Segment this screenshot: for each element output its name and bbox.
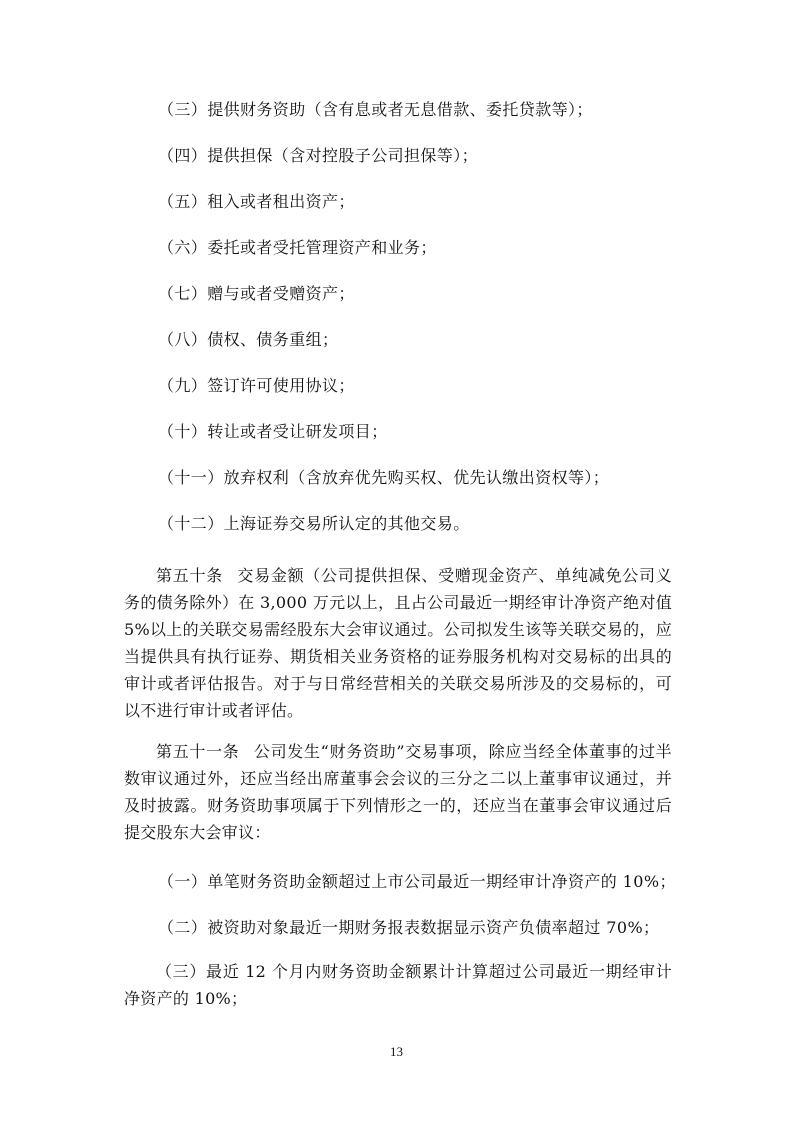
list-item: （五）租入或者租出资产； [158, 192, 355, 211]
list-item: （二）被资助对象最近一期财务报表数据显示资产负债率超过 70%； [158, 918, 660, 937]
list-item-wrapped [124, 958, 672, 1012]
article-50-text: 交易金额（公司提供担保、受赠现金资产、单纯减免公司义务的债务除外）在 3,000 万元以上，且占公司最近一期经审计净资产绝对值 5%以上的关联交易需经股东大会审议通过。公司拟发生该等关联交易的，应当提供具有执行证券、期货相关业务资格的证券服务机构对交易标的出具的审计或者评估报告。对于与日常经营相关的关联交易所涉及的交易标的，可以不进行审计或者评估。 [124, 566, 672, 720]
article-50 [124, 562, 672, 724]
list-item: （四）提供担保（含对控股子公司担保等）； [158, 146, 479, 165]
article-50-heading: 第五十条 [156, 566, 223, 585]
list-item: （一）单笔财务资助金额超过上市公司最近一期经审计净资产的 10%； [158, 872, 676, 891]
list-item: （六）委托或者受托管理资产和业务； [158, 238, 437, 257]
article-51-text: 公司发生“财务资助”交易事项，除应当经全体董事的过半数审议通过外，还应当经出席董事会会议的三分之二以上董事审议通过，并及时披露。财务资助事项属于下列情形之一的，还应当在董事会审议通过后提交股东大会审议： [124, 742, 672, 842]
list-item: （七）赠与或者受赠资产； [158, 284, 355, 303]
article-51-heading: 第五十一条 [156, 742, 240, 761]
list-item: （十二）上海证券交易所认定的其他交易。 [158, 514, 470, 533]
article-51 [124, 738, 672, 846]
list-item-3-text: （三）最近 12 个月内财务资助金额累计计算超过公司最近一期经审计净资产的 10%； [124, 962, 672, 1008]
list-item: （十）转让或者受让研发项目； [158, 422, 388, 441]
list-item: （三）提供财务资助（含有息或者无息借款、委托贷款等）； [158, 100, 593, 119]
page-number: 13 [390, 1044, 403, 1059]
list-item: （八）债权、债务重组； [158, 330, 339, 349]
list-item: （十一）放弃权利（含放弃优先购买权、优先认缴出资权等）； [158, 468, 610, 487]
list-item: （九）签订许可使用协议； [158, 376, 355, 395]
